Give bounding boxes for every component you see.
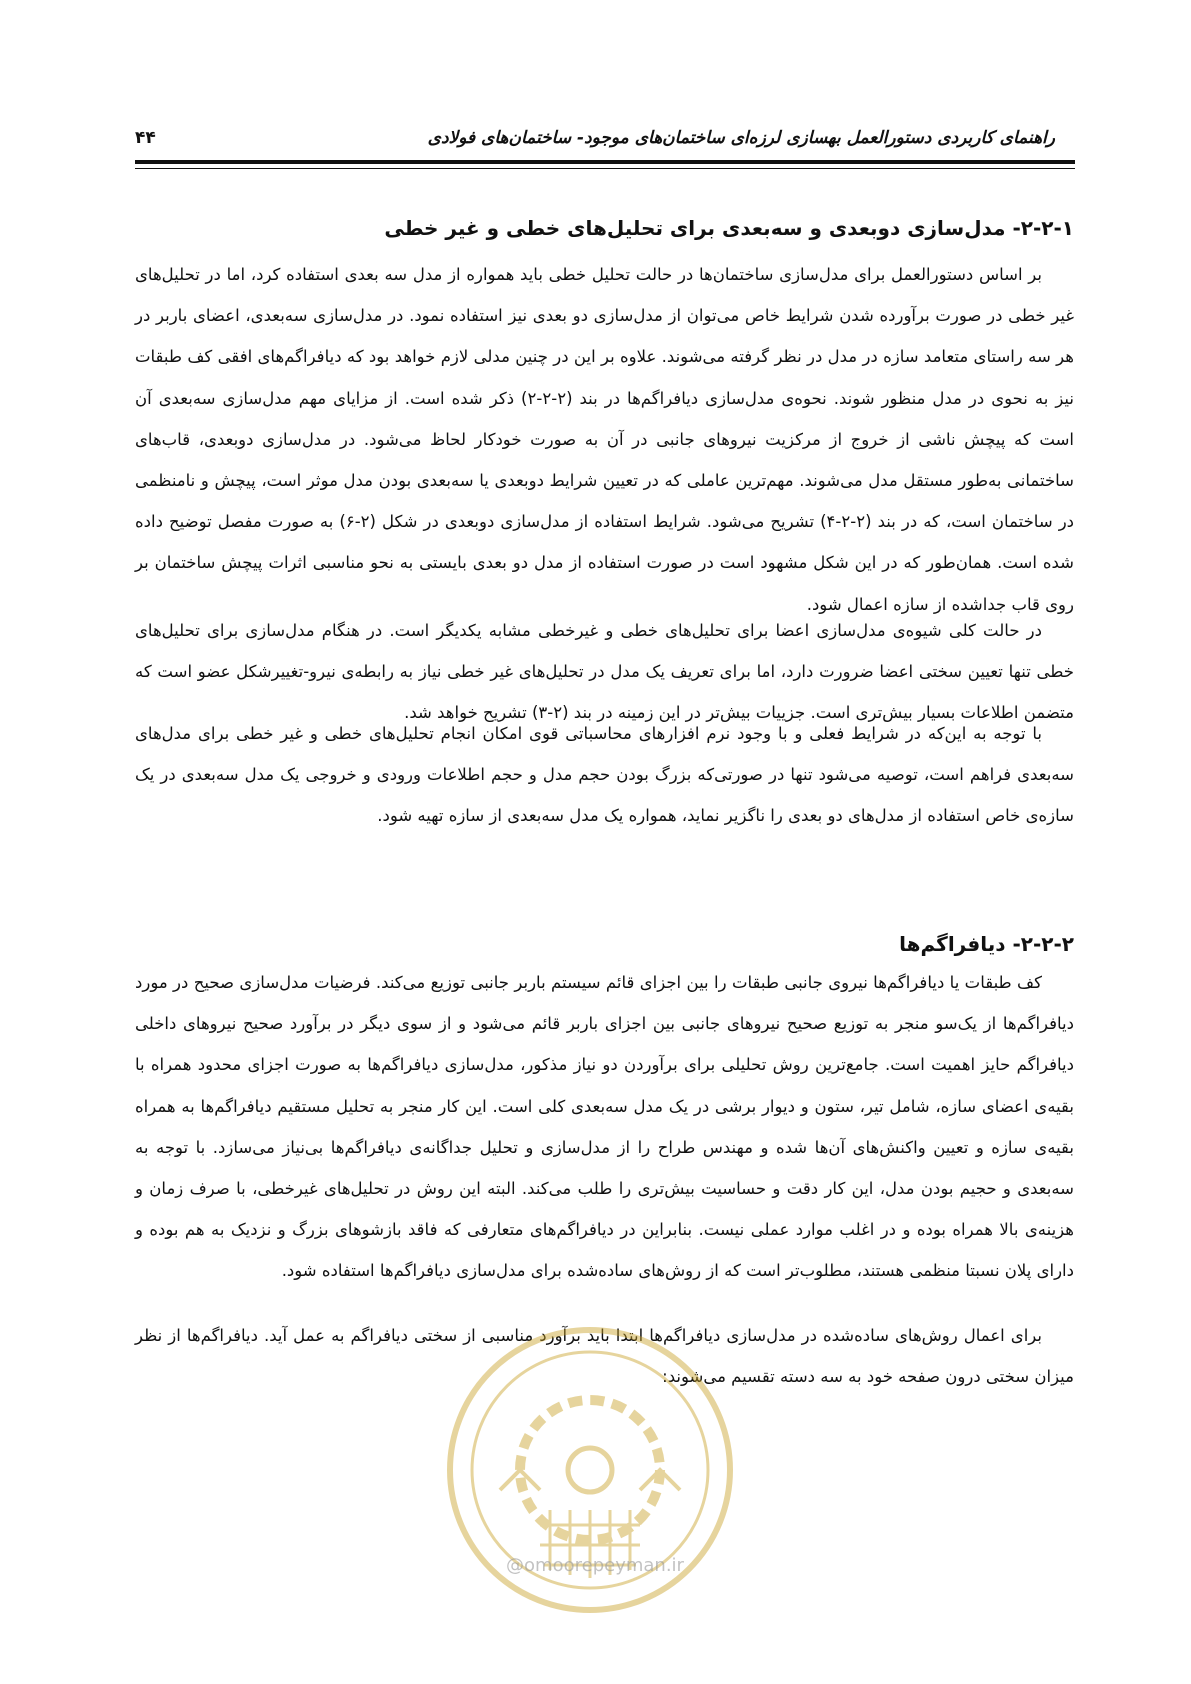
body-paragraph: با توجه به این‌که در شرایط فعلی و با وجود نرم افزارهای محاسباتی قوی امکان انجام تحلیل‌های خطی و غیر خطی برای مدل‌های سه‌بعدی فراهم است، توصیه می‌شود تنها در صورتی‌که بزرگ بودن حجم مدل و حجم اطلاعات ورودی و خروجی یک مدل سه‌بعدی در یک سازه‌ی خاص استفاده از مدل‌های دو بعدی را ناگزیر نماید، همواره یک مدل سه‌بعدی از سازه تهیه شود. bbox=[135, 724, 1074, 826]
header-rule-thick bbox=[135, 160, 1075, 164]
body-paragraph: بر اساس دستورالعمل برای مدل‌سازی ساختمان‌ها در حالت تحلیل خطی باید همواره از مدل سه بعدی استفاده کرد، اما در تحلیل‌های غیر خطی در صورت برآورده شدن شرایط خاص می‌توان از مدل‌سازی دو بعدی نیز استفاده نمود. در مدل‌سازی سه‌بعدی، اعضای باربر در هر سه راستای متعامد سازه در مدل در نظر گرفته می‌شوند. علاوه بر این در چنین مدلی لازم خواهد بود که دیافراگم‌های افقی کف طبقات نیز به نحوی در مدل منظور شوند. نحوه‌ی مدل‌سازی دیافراگم‌ها در بند (۲-۲-۲) ذکر شده است. از مزایای مهم مدل‌سازی سه‌بعدی آن است که پیچش ناشی از خروج از مرکزیت نیروهای جانبی در آن به صورت خودکار لحاظ می‌شود. در مدل‌سازی دوبعدی، قاب‌های ساختمانی به‌طور مستقل مدل می‌شوند. مهم‌ترین عاملی که در تعیین شرایط دوبعدی یا سه‌بعدی بودن مدل موثر است، پیچش و نامنظمی در ساختمان است، که در بند (۲-۲-۴) تشریح می‌شود. شرایط استفاده از مدل‌سازی دوبعدی در شکل (۲-۶) به صورت مفصل توضیح داده شده است. همان‌طور که در این شکل مشهود است در صورت استفاده از مدل دو بعدی بایستی به نحو مناسبی اثرات پیچش ساختمان بر روی قاب جداشده از سازه اعمال شود. bbox=[135, 265, 1075, 614]
section-heading: ۲-۲-۲- دیافراگم‌ها bbox=[899, 932, 1074, 956]
body-paragraph: برای اعمال روش‌های ساده‌شده در مدل‌سازی دیافراگم‌ها ابتدا باید برآورد مناسبی از سختی دیافراگم به عمل آید. دیافراگم‌ها از نظر میزان سختی درون صفحه خود به سه دسته تقسیم می‌شوند: bbox=[135, 1326, 1074, 1387]
page-number: ۴۴ bbox=[135, 128, 156, 148]
section-heading: ۲-۲-۱- مدل‌سازی دوبعدی و سه‌بعدی برای تحلیل‌های خطی و غیر خطی bbox=[384, 216, 1074, 240]
watermark-text: @omoorepeyman.ir bbox=[506, 1555, 684, 1576]
header-title: راهنمای کاربردی دستورالعمل بهسازی لرزه‌ای ساختمان‌های موجود- ساختمان‌های فولادی bbox=[427, 128, 1055, 148]
body-paragraph: کف طبقات یا دیافراگم‌ها نیروی جانبی طبقات را بین اجزای قائم سیستم باربر جانبی توزیع می‌کند. فرضیات مدل‌سازی صحیح در مورد دیافراگم‌ها از یک‌سو منجر به توزیع صحیح نیروهای جانبی بین اجزای باربر قائم می‌شود و از سوی دیگر در برآورد صحیح نیروهای داخلی دیافراگم حایز اهمیت است. جامع‌ترین روش تحلیلی برای برآوردن دو نیاز مذکور، مدل‌سازی دیافراگم‌ها به صورت اجزای محدود همراه با بقیه‌ی اعضای سازه، شامل تیر، ستون و دیوار برشی در یک مدل سه‌بعدی کلی است. این کار منجر به تحلیل مستقیم دیافراگم‌ها به همراه بقیه‌ی سازه و تعیین واکنش‌های آن‌ها شده و مهندس طراح را از مدل‌سازی و تحلیل جداگانه‌ی دیافراگم‌ها بی‌نیاز می‌سازد. با توجه به سه‌بعدی و حجیم بودن مدل، این کار دقت و حساسیت بیش‌تری را طلب می‌کند. البته این روش در تحلیل‌های غیرخطی، با صرف زمان و هزینه‌ی بالا همراه بوده و در اغلب موارد عملی نیست. بنابراین در دیافراگم‌های متعارفی که فاقد بازشوهای بزرگ و نزدیک به هم بوده و دارای پلان نسبتا منظمی هستند، مطلوب‌تر است که از روش‌های ساده‌شده برای مدل‌سازی دیافراگم‌ها استفاده شود. bbox=[135, 973, 1074, 1281]
header-rule-thin bbox=[135, 168, 1075, 169]
running-header bbox=[135, 126, 1075, 156]
body-paragraph: در حالت کلی شیوه‌ی مدل‌سازی اعضا برای تحلیل‌های خطی و غیرخطی مشابه یکدیگر است. در هنگام مدل‌سازی برای تحلیل‌های خطی تنها تعیین سختی اعضا ضرورت دارد، اما برای تعریف یک مدل در تحلیل‌های غیر خطی نیاز به رابطه‌ی نیرو-تغییرشکل عضو است که متضمن اطلاعات بسیار بیش‌تری است. جزییات بیش‌تر در این زمینه در بند (۲-۳) تشریح خواهد شد. bbox=[135, 621, 1074, 723]
